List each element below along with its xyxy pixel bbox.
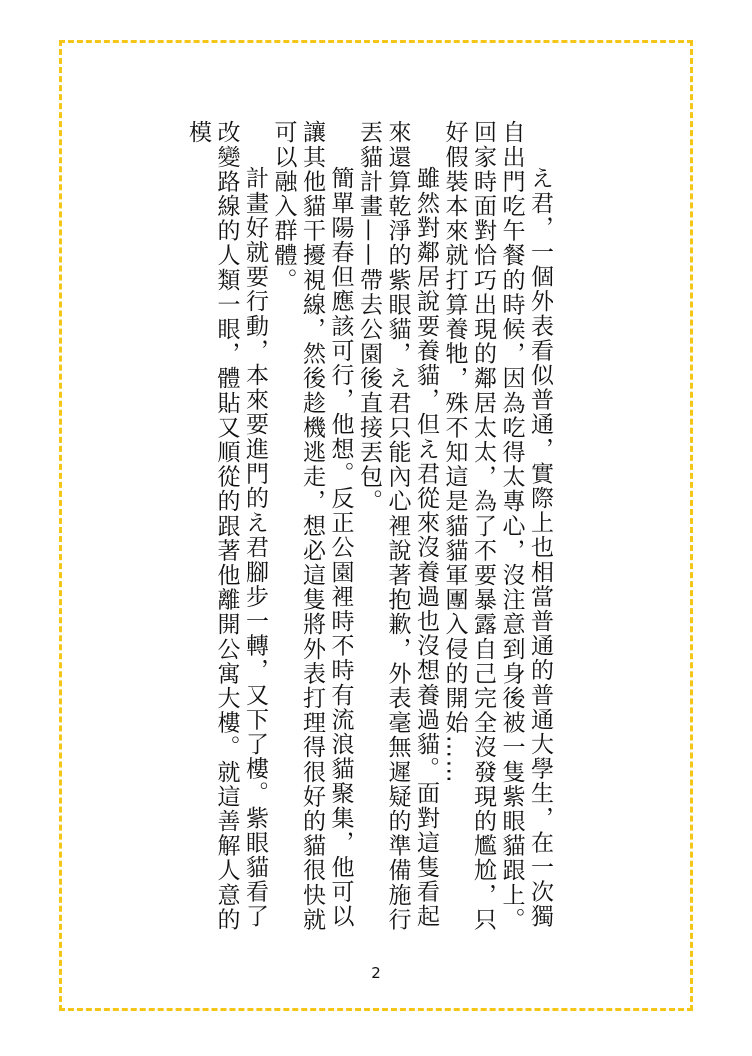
paragraph-4: 計畫好就要行動，本來要進門的え君腳步一轉，又下了樓。紫眼貓看了改變路線的人類一眼，體貼又順從的跟著他離開公寓大樓。就這善解人意的模 — [185, 120, 268, 932]
page-number: 2 — [371, 964, 381, 982]
vertical-text-body — [184, 120, 581, 950]
paragraph-3: 簡單陽春但應該可行，他想。反正公園裡時不時有流浪貓聚集，他可以讓其他貓干擾視線，然後趁機逃走，想必這隻將外表打理得很好的貓很快就可以融入群體。 — [270, 120, 354, 932]
paragraph-1: え君，一個外表看似普通，實際上也相當普通的普通大學生，在一次獨自出門吃午餐的時候，因為吃得太專心，沒注意到身後被一隻紫眼貓跟上。回家時面對恰巧出現的鄰居太太，為了不要暴露自己完全沒發現的尷尬，只好假裝本來就打算養牠，殊不知這是貓貓軍團入侵的開始…… — [441, 120, 553, 932]
paragraph-2: 雖然對鄰居說要養貓，但え君從來沒養過也沒想養過貓。面對這隻看起來還算乾淨的紫眼貓，え君只能內心裡說著抱歉，外表毫無遲疑的準備施行丟貓計畫——帶去公園後直接丟包。 — [356, 120, 439, 932]
